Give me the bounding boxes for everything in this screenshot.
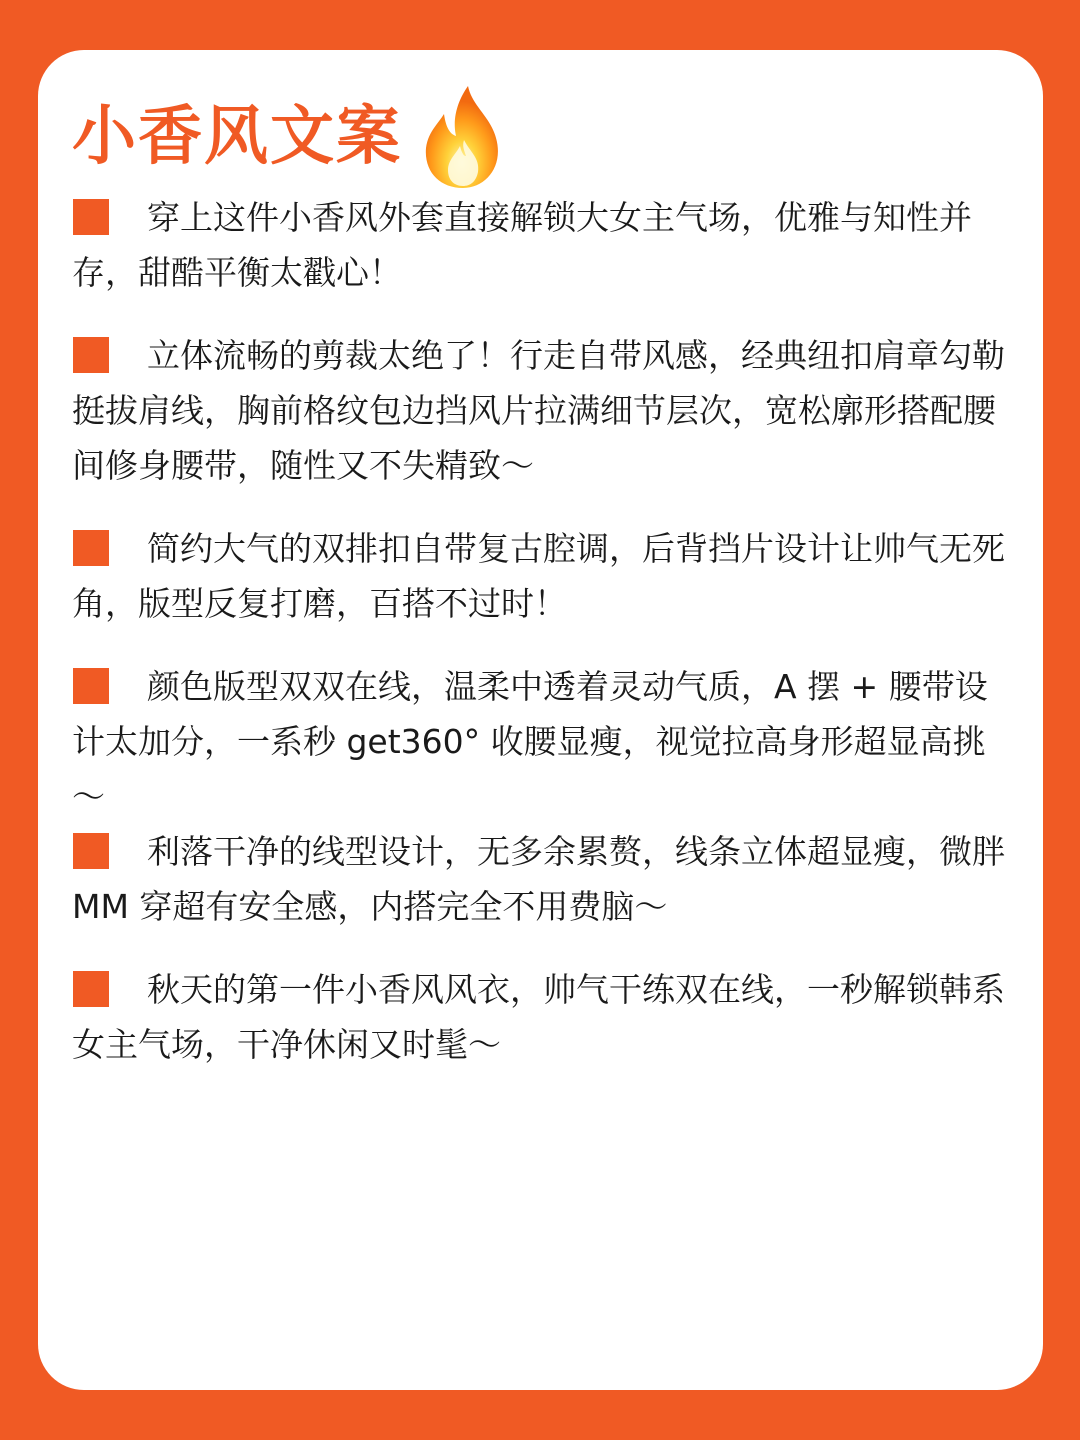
list-item xyxy=(72,962,1017,1072)
copy-list xyxy=(72,190,1017,1100)
fire-emoji-icon xyxy=(420,82,506,192)
list-item-text: 利落干净的线型设计，无多余累赘，线条立体超显瘦，微胖 MM 穿超有安全感，内搭完全不用费脑～ xyxy=(72,832,1005,926)
list-item-text: 秋天的第一件小香风风衣，帅气干练双在线，一秒解锁韩系女主气场，干净休闲又时髦～ xyxy=(72,970,1005,1064)
list-item xyxy=(72,328,1017,493)
list-item xyxy=(72,190,1017,300)
page-title: 小香风文案 xyxy=(72,100,402,174)
square-bullet-icon xyxy=(73,337,109,373)
square-bullet-icon xyxy=(73,833,109,869)
square-bullet-icon xyxy=(73,971,109,1007)
list-item-text: 穿上这件小香风外套直接解锁大女主气场，优雅与知性并存，甜酷平衡太戳心！ xyxy=(72,198,972,292)
list-item xyxy=(72,521,1017,631)
list-item-text: 简约大气的双排扣自带复古腔调，后背挡片设计让帅气无死角，版型反复打磨，百搭不过时！ xyxy=(72,529,1005,623)
square-bullet-icon xyxy=(73,668,109,704)
square-bullet-icon xyxy=(73,199,109,235)
list-item-text: 颜色版型双双在线，温柔中透着灵动气质，A 摆 + 腰带设计太加分，一系秒 get360° 收腰显瘦，视觉拉高身形超显高挑～ xyxy=(72,667,988,816)
title-row xyxy=(72,72,506,202)
list-item-text: 立体流畅的剪裁太绝了！行走自带风感，经典纽扣肩章勾勒挺拔肩线，胸前格纹包边挡风片拉满细节层次，宽松廓形搭配腰间修身腰带，随性又不失精致～ xyxy=(72,336,1005,485)
content-card xyxy=(38,50,1043,1390)
list-item xyxy=(72,824,1017,934)
square-bullet-icon xyxy=(73,530,109,566)
list-item xyxy=(72,659,1017,824)
